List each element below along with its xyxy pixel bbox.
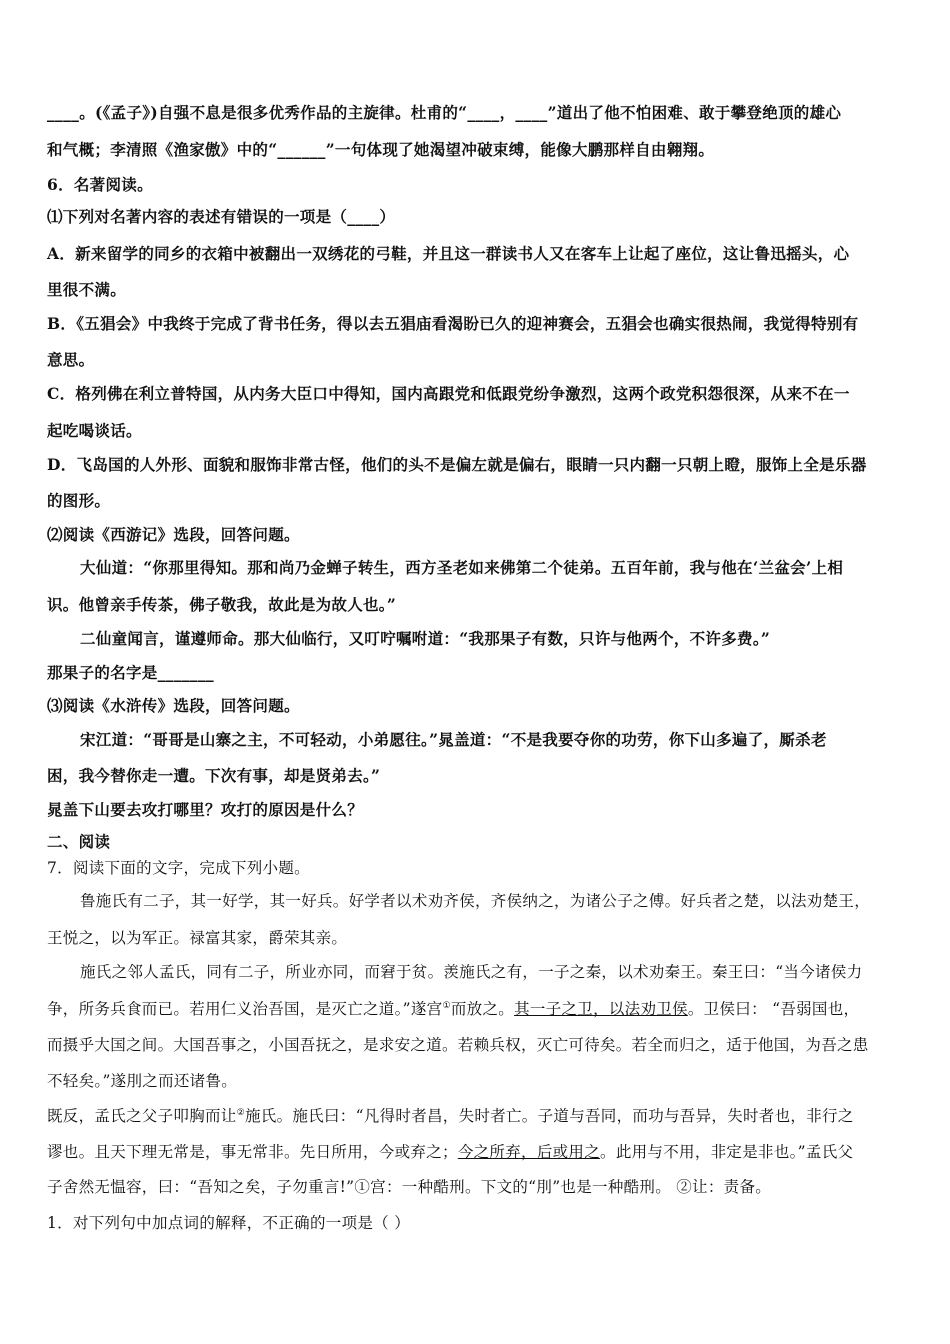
text-line: 起吃喝谈话。: [47, 421, 142, 440]
question-7-heading: 7．阅读下面的文字，完成下列小题。: [47, 859, 310, 877]
text-line: 和气概；李清照《渔家傲》中的“______”一句体现了她渴望冲破束缚，能像大鹏那样自由翱翔。: [47, 140, 715, 159]
question-6-heading: 6．名著阅读。: [47, 175, 153, 194]
question-line: 1．对下列句中加点词的解释，不正确的一项是（ ）: [47, 1214, 410, 1232]
text-run: 谬也。且天下理无常是，事无常非。先日所用，今或弃之；: [47, 1143, 458, 1161]
text-run: 争，所务兵食而已。若用仁义治吾国，是灭亡之道。”遂宫: [47, 1000, 443, 1018]
question-line: 那果子的名字是_______: [47, 663, 214, 682]
text-run: 而放之。: [450, 1000, 515, 1018]
passage-line: 王悦之，以为军正。禄富其家，爵荣其亲。: [47, 929, 348, 947]
excerpt-line: 大仙道：“你那里得知。那和尚乃金蝉子转生，西方圣老如来佛第二个徒弟。五百年前，我与他在‘兰盆会’上相: [80, 558, 844, 577]
underlined-sentence: 今之所弃，后或用之: [457, 1143, 601, 1161]
excerpt-line: 二仙童闻言，谨遵师命。那大仙临行，又叮咛嘱咐道：“我那果子有数，只许与他两个，不许多费。”: [80, 629, 771, 648]
passage-line: 施氏之邻人孟氏，同有二子，所业亦同，而窘于贫。羡施氏之有，一子之秦，以术劝秦王。秦王曰：“当今诸侯力: [80, 963, 863, 981]
excerpt-line: 困，我今替你走一遭。下次有事，却是贤弟去。”: [47, 766, 381, 785]
passage-line: 子舍然无愠容，曰：“吾知之矣，子勿重言!”①宫：一种酷刑。下文的“刖”也是一种酷刑。 ②让：责备。: [47, 1178, 772, 1196]
subquestion-2: ⑵阅读《西游记》选段，回答问题。: [47, 525, 300, 544]
subquestion-1: ⑴下列对名著内容的表述有错误的一项是（____）: [47, 207, 396, 226]
text-run: 既反，孟氏之父子叩胸而让: [47, 1107, 237, 1125]
passage-line: [47, 1141, 910, 1163]
passage-line: 鲁施氏有二子，其一好学，其一好兵。好学者以术劝齐侯，齐侯纳之，为诸公子之傅。好兵者之楚，以法劝楚王，: [80, 892, 871, 910]
footnote-marker: ②: [236, 1107, 245, 1118]
passage-line: [47, 998, 910, 1020]
option-c: C．格列佛在利立普特国，从内务大臣口中得知，国内高跟党和低跟党纷争激烈，这两个政党积怨很深，从来不在一: [47, 384, 850, 403]
excerpt-line: 识。他曾亲手传茶，佛子敬我，故此是为故人也。”: [47, 595, 397, 614]
question-line: 晁盖下山要去攻打哪里？攻打的原因是什么？: [47, 800, 364, 819]
subquestion-3: ⑶阅读《水浒传》选段，回答问题。: [47, 696, 300, 715]
passage-line: 不轻矣。”遂刖之而还诸鲁。: [47, 1072, 238, 1090]
text-run: 。卫侯曰： “吾弱国也，: [687, 1000, 860, 1018]
text-run: 施氏。施氏曰：“凡得时者昌，失时者亡。子道与吾同，而功与吾异，失时者也，非行之: [244, 1107, 854, 1125]
passage-line: [47, 1105, 910, 1127]
text-line: 的图形。: [47, 491, 111, 510]
text-line: ____。(《孟子》)自强不息是很多优秀作品的主旋律。杜甫的“____，____”道出了他不怕困难、敢于攀登绝顶的雄心: [47, 103, 842, 122]
excerpt-line: 宋江道：“哥哥是山寨之主，不可轻动，小弟愿往。”晁盖道：“不是我要夺你的功劳，你下山多遍了，厮杀老: [80, 730, 827, 749]
text-run: 。此用与不用，非定是非也。”孟氏父: [600, 1143, 854, 1161]
option-b: B．《五猖会》中我终于完成了背书任务，得以去五猖庙看渴盼已久的迎神赛会，五猖会也确实很热闹，我觉得特别有: [47, 314, 859, 333]
option-d: D．飞岛国的人外形、面貌和服饰非常古怪，他们的头不是偏左就是偏右，眼睛一只内翻一只朝上瞪，服饰上全是乐器: [47, 455, 867, 474]
text-line: 里很不满。: [47, 280, 127, 299]
option-a: A．新来留学的同乡的衣箱中被翻出一双绣花的弓鞋，并且这一群读书人又在客车上让起了座位，这让鲁迅摇头，心: [47, 244, 850, 263]
passage-line: 而摄乎大国之间。大国吾事之，小国吾抚之，是求安之道。若赖兵权，灭亡可待矣。若全而归之，适于他国，为吾之患: [47, 1036, 869, 1054]
underlined-sentence: 其一子之卫，以法劝卫侯: [514, 1000, 688, 1018]
text-line: 意思。: [47, 350, 95, 369]
section-heading: 二、阅读: [47, 832, 111, 851]
footnote-marker: ①: [442, 1000, 451, 1011]
